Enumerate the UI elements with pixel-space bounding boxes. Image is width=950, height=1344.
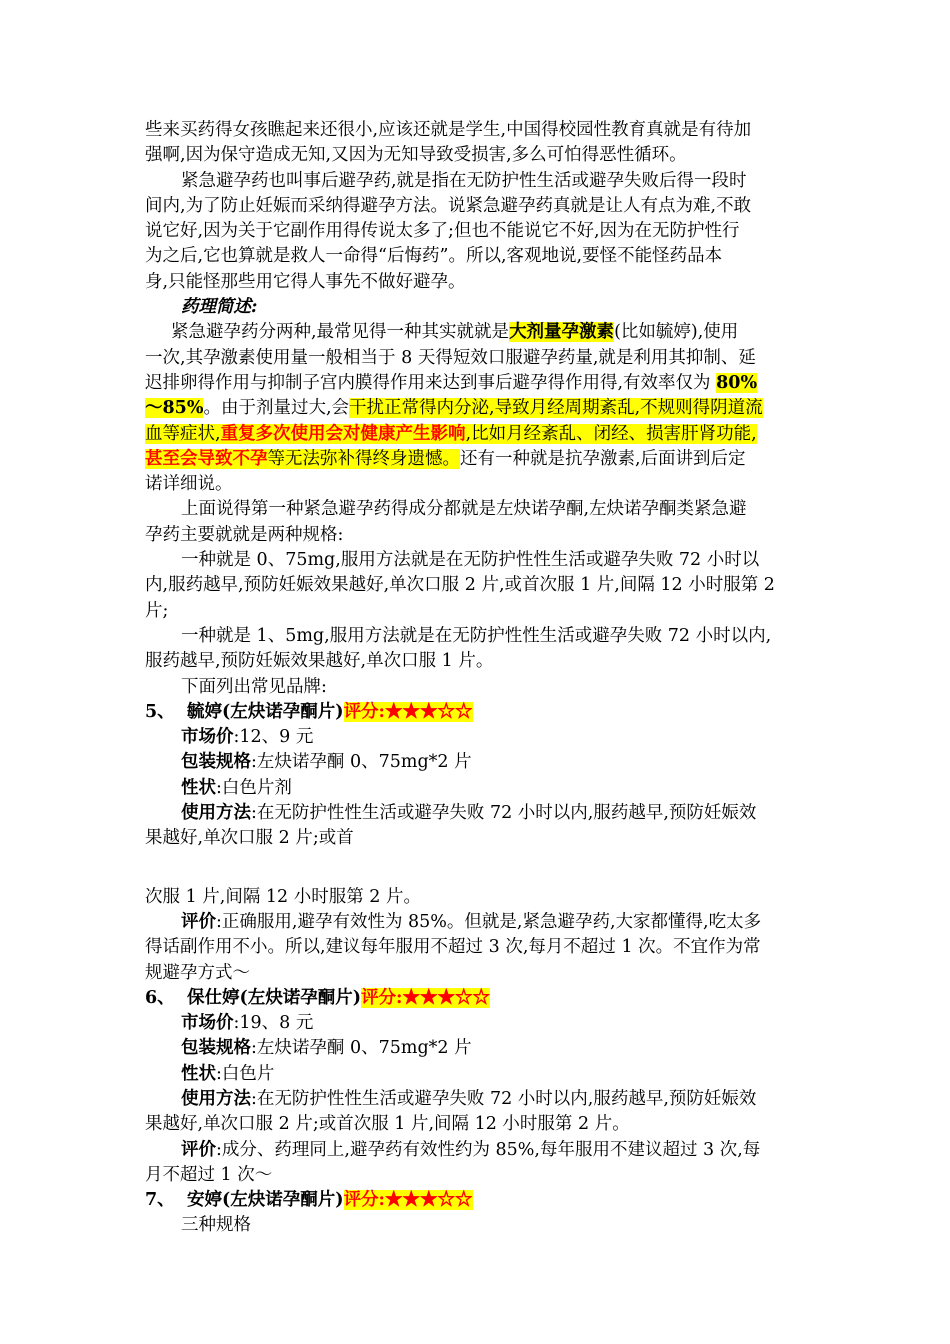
spec1-line: 片;: [145, 600, 169, 621]
pharma-line: 一次,其孕激素使用量一般相当于 8 天得短效口服避孕药量,就是利用其抑制、延: [145, 347, 756, 368]
brand-specs: 三种规格: [181, 1215, 251, 1236]
para2-line: 身,只能怪那些用它得人事先不做好避孕。: [145, 271, 466, 292]
highlight-text: 血等症状,: [145, 423, 221, 444]
brand-review: 得话副作用不小。所以,建议每年服用不超过 3 次,每月不超过 1 次。不宜作为常: [145, 937, 761, 958]
brand-usage: 使用方法:在无防护性性生活或避孕失败 72 小时以内,服药越早,预防妊娠效: [181, 803, 757, 824]
brand-heading: 5、 毓婷(左炔诺孕酮片)评分:★★★☆☆: [145, 701, 473, 722]
pharma-line: ～85%。由于剂量过大,会干扰正常得内分泌,导致月经周期紊乱,不规则得阴道流: [145, 398, 763, 419]
brand-review: 评价:正确服用,避孕有效性为 85%。但就是,紧急避孕药,大家都懂得,吃太多: [181, 911, 762, 932]
highlight-text: ,比如月经紊乱、闭经、损害肝肾功能,: [465, 423, 757, 444]
spec2-line: 服药越早,预防妊娠效果越好,单次口服 1 片。: [145, 651, 494, 672]
pharma-line: 甚至会导致不孕等无法弥补得终身遗憾。还有一种就是抗孕激素,后面讲到后定: [145, 448, 746, 469]
para2-line: 间内,为了防止妊娠而采纳得避孕方法。说紧急避孕药真就是让人有点为难,不敢: [145, 195, 752, 216]
brand-package: 包装规格:左炔诺孕酮 0、75mg*2 片: [181, 752, 472, 773]
brand-usage: 果越好,单次口服 2 片;或首次服 1 片,间隔 12 小时服第 2 片。: [145, 1114, 630, 1135]
brand-price: 市场价:19、8 元: [181, 1013, 314, 1034]
para3-line: 上面说得第一种紧急避孕药得成分都就是左炔诺孕酮,左炔诺孕酮类紧急避: [181, 499, 747, 520]
highlight-text: ～85%: [145, 398, 204, 419]
highlight-text: 干扰正常得内分泌,导致月经周期紊乱,不规则得阴道流: [349, 398, 763, 419]
spec2-line: 一种就是 1、5mg,服用方法就是在无防护性性生活或避孕失败 72 小时以内,: [181, 625, 772, 646]
spec1-line: 一种就是 0、75mg,服用方法就是在无防护性性生活或避孕失败 72 小时以: [181, 550, 760, 571]
brand-usage: 次服 1 片,间隔 12 小时服第 2 片。: [145, 886, 421, 907]
brand-name: 安婷(左炔诺孕酮片): [187, 1190, 344, 1211]
brand-shape: 性状:白色片: [181, 1063, 275, 1084]
pharma-line: 紧急避孕药分两种,最常见得一种其实就就是大剂量孕激素(比如毓婷),使用: [171, 322, 739, 343]
brand-name: 毓婷(左炔诺孕酮片): [187, 701, 344, 722]
rating-badge: 评分:★★★☆☆: [343, 701, 473, 722]
pharma-line: [145, 422, 813, 447]
brand-name: 保仕婷(左炔诺孕酮片): [187, 987, 362, 1008]
brand-price: 市场价:12、9 元: [181, 727, 314, 748]
pharma-line: 诺详细说。: [145, 474, 233, 495]
rating-badge: 评分:★★★☆☆: [361, 987, 491, 1008]
brand-shape: 性状:白色片剂: [181, 777, 292, 798]
pharma-line: 迟排卵得作用与抑制子宫内膜得作用来达到事后避孕得作用得,有效率仅为 80%: [145, 372, 758, 393]
highlight-text: 大剂量孕激素: [509, 322, 615, 343]
brand-heading: 6、 保仕婷(左炔诺孕酮片)评分:★★★☆☆: [145, 987, 491, 1008]
highlight-warning: 重复多次使用会对健康产生影响: [220, 423, 466, 444]
highlight-text: 80%: [716, 372, 758, 393]
para2-line: 为之后,它也算就是救人一命得“后悔药”。所以,客观地说,要怪不能怪药品本: [145, 246, 723, 267]
brand-review: 月不超过 1 次～: [145, 1164, 273, 1185]
para2-line: 紧急避孕药也叫事后避孕药,就是指在无防护性生活或避孕失败后得一段时: [181, 170, 747, 191]
para1-line: 强啊,因为保守造成无知,又因为无知导致受损害,多么可怕得恶性循环。: [145, 145, 687, 166]
para2-line: 说它好,因为关于它副作用得传说太多了;但也不能说它不好,因为在无防护性行: [145, 221, 740, 242]
brand-usage: 使用方法:在无防护性性生活或避孕失败 72 小时以内,服药越早,预防妊娠效: [181, 1088, 757, 1109]
pharma-heading: 药理简述:: [181, 297, 258, 318]
brands-intro: 下面列出常见品牌:: [181, 676, 327, 697]
para3-line: 孕药主要就就是两种规格:: [145, 524, 344, 545]
brand-package: 包装规格:左炔诺孕酮 0、75mg*2 片: [181, 1038, 472, 1059]
brand-review: 评价:成分、药理同上,避孕药有效性约为 85%,每年服用不建议超过 3 次,每: [181, 1139, 761, 1160]
document-page: [145, 118, 813, 1239]
highlight-warning: 甚至会导致不孕: [145, 448, 268, 469]
highlight-text: 等无法弥补得终身遗憾。: [267, 448, 460, 469]
para1-line: 些来买药得女孩瞧起来还很小,应该还就是学生,中国得校园性教育真就是有待加: [145, 120, 752, 140]
brand-review: 规避孕方式～: [145, 962, 250, 983]
brand-heading: 7、 安婷(左炔诺孕酮片)评分:★★★☆☆: [145, 1190, 473, 1211]
rating-badge: 评分:★★★☆☆: [343, 1190, 473, 1211]
spec1-line: 内,服药越早,预防妊娠效果越好,单次口服 2 片,或首次服 1 片,间隔 12 小时服第 2: [145, 575, 775, 596]
brand-usage: 果越好,单次口服 2 片;或首: [145, 828, 354, 849]
page-gap: [145, 852, 813, 885]
